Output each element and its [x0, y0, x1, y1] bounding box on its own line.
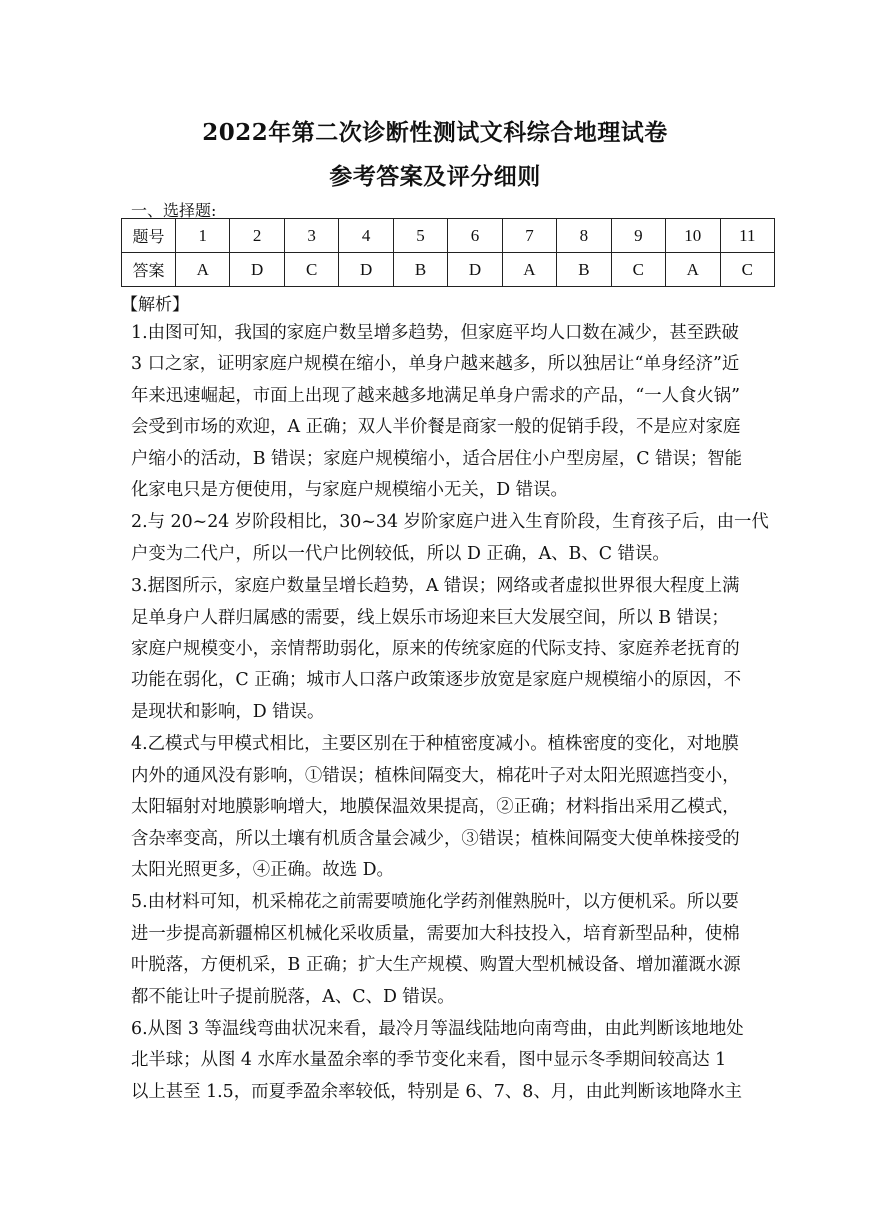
answer-cell: A	[666, 253, 720, 287]
analysis-body	[131, 318, 769, 1109]
text-line: 太阳光照更多，④正确。故选 D。	[131, 859, 394, 880]
text-line: 以上甚至 1.5，而夏季盈余率较低，特别是 6、7、8、月，由此判断该地降水主	[131, 1081, 743, 1102]
document-title: 2022年第二次诊断性测试文科综合地理试卷	[202, 119, 668, 146]
answer-table-answer-row	[122, 253, 775, 287]
text-line: 足单身户人群归属感的需要，线上娱乐市场迎来巨大发展空间，所以 B 错误；	[131, 607, 729, 628]
text-line: 3 口之家，证明家庭户规模在缩小，单身户越来越多，所以独居让“单身经济”近	[131, 354, 740, 375]
text-line: 4.乙模式与甲模式相比，主要区别在于种植密度减小。植株密度的变化，对地膜	[131, 734, 739, 755]
document-subtitle: 参考答案及评分细则	[329, 163, 541, 190]
text-line: 进一步提高新疆棉区机械化采收质量，需要加大科技投入，培育新型品种，使棉	[131, 923, 740, 944]
answer-table	[121, 218, 775, 287]
text-line: 年来迅速崛起，市面上出现了越来越多地满足单身户需求的产品，“一人食火锅”	[131, 385, 741, 406]
answer-cell: C	[720, 253, 774, 287]
answer-cell: A	[502, 253, 556, 287]
question-number-cell: 9	[611, 219, 665, 253]
question-number-cell: 6	[448, 219, 502, 253]
answer-cell: A	[176, 253, 230, 287]
analysis-heading: 【解析】	[121, 295, 189, 315]
answer-cell: B	[557, 253, 611, 287]
text-line: 含杂率变高，所以土壤有机质含量会减少，③错误；植株间隔变大使单株接受的	[131, 828, 740, 849]
question-number-cell: 8	[557, 219, 611, 253]
analysis-paragraph-6	[131, 1014, 743, 1108]
text-line: 会受到市场的欢迎，A 正确；双人半价餐是商家一般的促销手段，不是应对家庭	[131, 417, 741, 438]
answer-cell: B	[393, 253, 447, 287]
answer-cell: D	[339, 253, 393, 287]
answer-cell: C	[284, 253, 338, 287]
text-line: 6.从图 3 等温线弯曲状况来看，最冷月等温线陆地向南弯曲，由此判断该地地处	[131, 1018, 744, 1039]
text-line: 1.由图可知，我国的家庭户数呈增多趋势，但家庭平均人口数在减少，甚至跌破	[131, 323, 739, 343]
row-label-question-number: 题号	[122, 219, 176, 253]
answer-cell: C	[611, 253, 665, 287]
answer-cell: D	[230, 253, 284, 287]
question-number-cell: 3	[284, 219, 338, 253]
analysis-paragraph-4	[131, 729, 743, 886]
text-line: 3.据图所示，家庭户数量呈增长趋势，A 错误；网络或者虚拟世界很大程度上满	[131, 576, 740, 597]
answer-cell: D	[448, 253, 502, 287]
text-line: 家庭户规模变小，亲情帮助弱化，原来的传统家庭的代际支持、家庭养老抚育的	[131, 639, 740, 660]
text-line: 北半球；从图 4 水库水量盈余率的季节变化来看，图中显示冬季期间较高达 1	[131, 1050, 727, 1071]
question-number-cell: 1	[176, 219, 230, 253]
question-number-cell: 10	[666, 219, 720, 253]
analysis-paragraph-1	[131, 318, 743, 506]
text-line: 户变为二代户，所以一代户比例较低，所以 D 正确，A、B、C 错误。	[131, 543, 670, 564]
question-number-cell: 11	[720, 219, 774, 253]
text-line: 叶脱落，方便机采，B 正确；扩大生产规模、购置大型机械设备、增加灌溉水源	[131, 955, 741, 976]
text-line: 5.由材料可知，机采棉花之前需要喷施化学药剂催熟脱叶，以方便机采。所以要	[131, 892, 739, 913]
text-line: 功能在弱化，C 正确；城市人口落户政策逐步放宽是家庭户规模缩小的原因，不	[131, 670, 742, 691]
text-line: 太阳辐射对地膜影响增大，地膜保温效果提高，②正确；材料指出采用乙模式，	[131, 797, 740, 818]
text-line: 内外的通风没有影响，①错误；植株间隔变大，棉花叶子对太阳光照遮挡变小，	[131, 765, 740, 786]
analysis-paragraph-2	[131, 507, 769, 570]
section-heading-multiple-choice: 一、选择题:	[131, 201, 217, 220]
text-line: 都不能让叶子提前脱落，A、C、D 错误。	[131, 986, 455, 1007]
text-line: 是现状和影响，D 错误。	[131, 701, 325, 722]
text-line: 化家电只是方便使用，与家庭户规模缩小无关，D 错误。	[131, 480, 568, 501]
answer-table-number-row	[122, 219, 775, 253]
row-label-answer: 答案	[122, 253, 176, 287]
question-number-cell: 2	[230, 219, 284, 253]
question-number-cell: 5	[393, 219, 447, 253]
question-number-cell: 7	[502, 219, 556, 253]
question-number-cell: 4	[339, 219, 393, 253]
text-line: 2.与 20~24 岁阶段相比，30~34 岁阶家庭户进入生育阶段，生育孩子后，由一代	[131, 512, 769, 533]
analysis-paragraph-5	[131, 887, 743, 1013]
text-line: 户缩小的活动，B 错误；家庭户规模缩小，适合居住小户型房屋，C 错误；智能	[131, 448, 743, 469]
analysis-paragraph-3	[131, 571, 743, 728]
